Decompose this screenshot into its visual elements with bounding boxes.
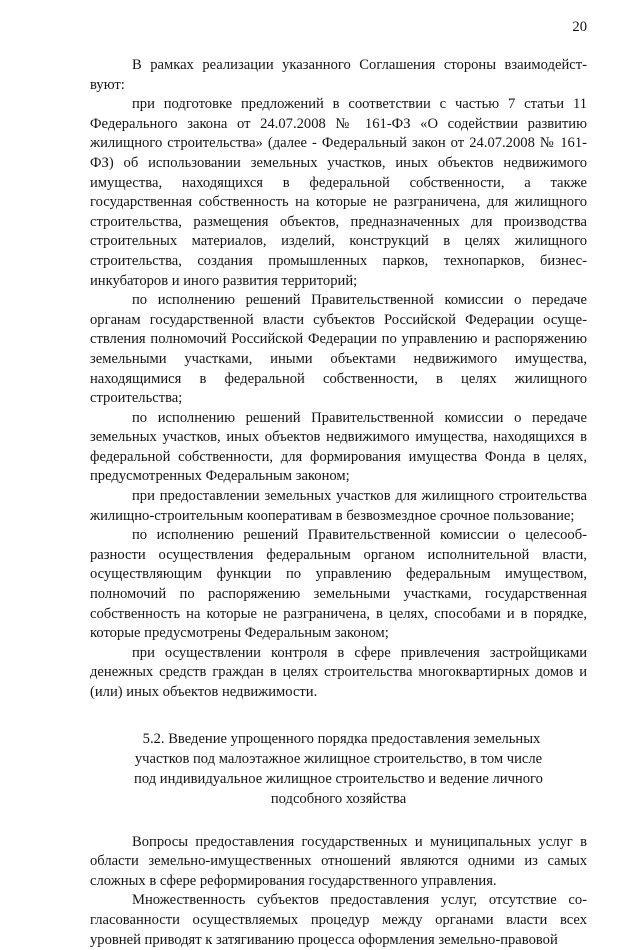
page-number: 20 [572, 19, 587, 35]
paragraph-multiplicity: Множественность субъектов предоставления услуг, отсутствие согласованности осуществляемых процедур между органами власти всех уровней приводят к затягиванию процесса оформления земельно-правовой [90, 892, 587, 948]
section-heading-line: под индивидуальное жилищное строительство и ведение личного [134, 770, 543, 787]
paragraph-transfer: по исполнению решений Правительственной комиссии о передаче земельных участков, иных объектов недвижимого имущества, находящихся в федеральной собственности, для формирования имущества Фонда в целях, предусмотренных Федеральным законом; [90, 409, 587, 485]
paragraph-delegation: по исполнению решений Правительственной комиссии о передаче органам государственной власти субъектов Российской Федерации осуществления полномочий Российской Федерации по управлению и распоряжению земельными участками, иными объектами недвижимого имущества, находящимися в федеральной собственности, в целях жилищного строительства; [90, 292, 587, 407]
paragraph-cooperatives: при предоставлении земельных участков для жилищного строительства жилищно-строительным кооперативам в безвозмездное срочное пользование; [90, 488, 587, 524]
paragraph-intro: В рамках реализации указанного Соглашения стороны взаимодействуют: [90, 57, 587, 93]
paragraph-expediency: по исполнению решений Правительственной комиссии о целесообразности осуществления федеральным органом исполнительной власти, осуществляющим функции по управлению федеральным имуществом, полномочий по распоряжению земельными участками, государственная собственность на которые не разграничена, в целях, способами и в порядке, которые предусмотрены Федеральным законом; [90, 527, 587, 642]
section-heading [90, 729, 587, 809]
section-heading-line: 5.2. Введение упрощенного порядка предоставления земельных [142, 730, 541, 747]
paragraph-proposals: при подготовке предложений в соответствии с частью 7 статьи 11 Федерального закона от 24.07.2008 № 161-ФЗ «О содействии развитию жилищного строительства» (далее - Федеральный закон от 24.07.2008 № 161-ФЗ) об использовании земельных участков, иных объектов недвижимого имущества, находящихся в федеральной собственности, а также государственная собственность на которые не разграничена, для жилищного строительства, размещения объектов, предназначенных для производства строительных материалов, изделий, конструкций в целях жилищного строительства, создания промышленных парков, технопарков, бизнес-инкубаторов и иного развития территорий; [90, 96, 587, 289]
paragraph-services: Вопросы предоставления государственных и муниципальных услуг в области земельно-имущественных отношений являются одними из самых сложных в сфере реформирования государственного управления. [90, 833, 587, 889]
section-heading-line: подсобного хозяйства [270, 790, 407, 807]
paragraph-control: при осуществлении контроля в сфере привлечения застройщиками денежных средств граждан в целях строительства многоквартирных домов и (или) иных объектов недвижимости. [90, 644, 587, 700]
body-text [90, 56, 587, 950]
section-heading-line: участков под малоэтажное жилищное строительство, в том числе [134, 750, 543, 767]
